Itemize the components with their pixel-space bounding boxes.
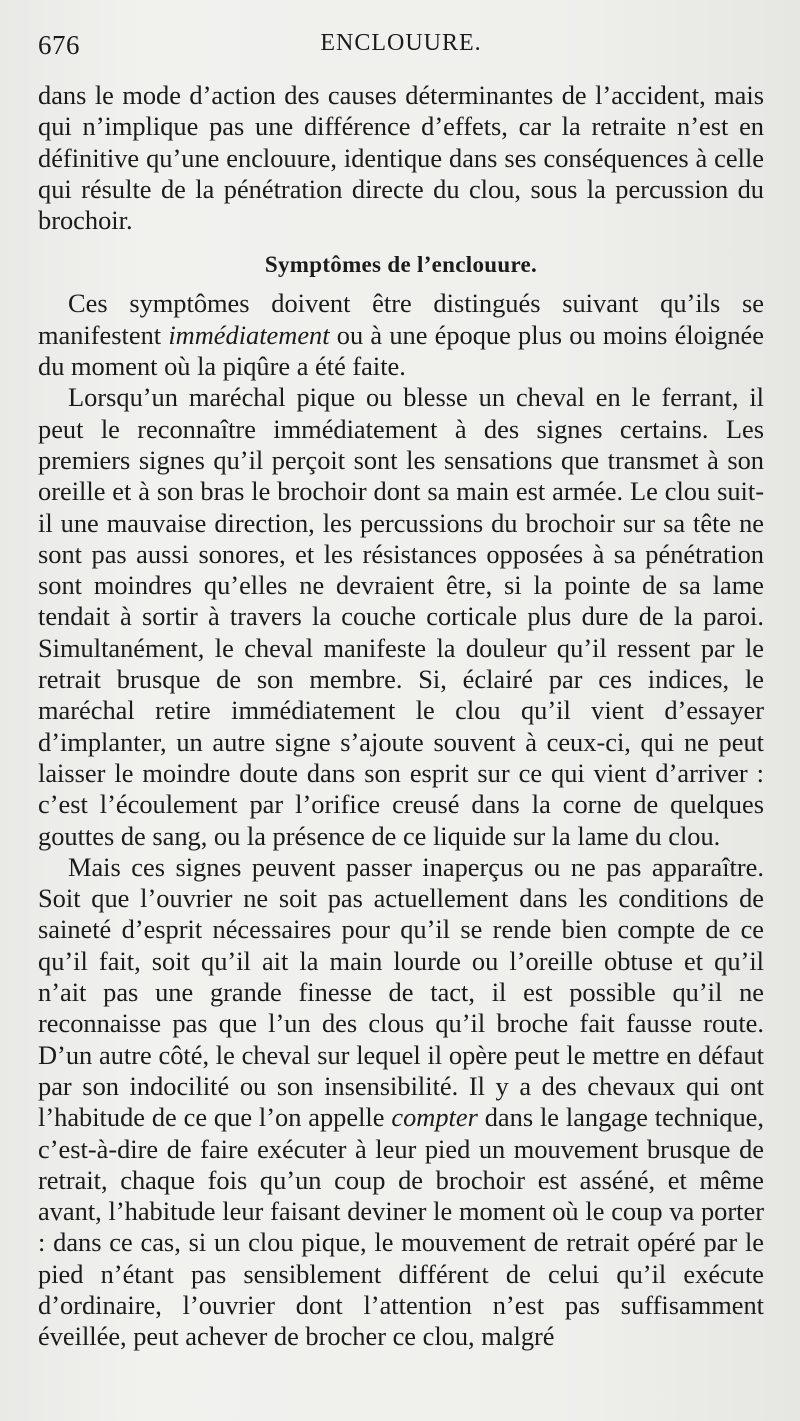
italic-term: compter	[391, 1102, 478, 1133]
paragraph-symptoms-intro	[38, 288, 764, 382]
paragraph-immediate-signs: Lorsqu’un maréchal pique ou blesse un cheval en le ferrant, il peut le reconnaître immédiatement à des signes certains. Les premiers signes qu’il perçoit sont les sensations que transmet à son oreille et à son bras le brochoir dont sa main est armée. Le clou suit-il une mauvaise direction, les percussions du brochoir sur sa tête ne sont pas aussi sonores, et les résistances opposées à sa pénétration sont moindres qu’elles ne devraient être, si la pointe de sa lame tendait à sortir à travers la couche corticale plus dure de la paroi. Simultanément, le cheval manifeste la douleur qu’il ressent par le retrait brusque de son membre. Si, éclairé par ces indices, le maréchal retire immédiatement le clou qu’il vient d’essayer d’implanter, un autre signe s’ajoute souvent à ceux-ci, qui ne peut laisser le moindre doute dans son esprit sur ce qui vient d’arriver : c’est l’écoulement par l’orifice creusé dans la corne de quelques gouttes de sang, ou la présence de ce liquide sur la lame du clou.	[38, 382, 764, 851]
text-segment: Mais ces signes peuvent passer inaperçus ou ne pas apparaître. Soit que l’ouvrier ne soit pas actuellement dans les conditions de saineté d’esprit nécessaires pour qu’il se rende bien compte de ce qu’il fait, soit qu’il ait la main lourde ou l’oreille obtuse et qu’il n’ait pas une grande finesse de tact, il est possible qu’il ne reconnaisse pas que l’un des clous qu’il broche fait fausse route. D’un autre côté, le cheval sur lequel il opère peut le mettre en défaut par son indocilité ou son insensibilité. Il y a des chevaux qui ont l’habitude de ce que l’on appelle	[38, 851, 764, 1133]
page-header	[38, 30, 764, 72]
body-text	[38, 80, 764, 1353]
text-segment: ou à une époque plus ou moins éloignée du moment où la piqûre a été faite.	[38, 319, 764, 382]
running-title: ENCLOUURE.	[320, 30, 482, 56]
paragraph-continuation: dans le mode d’action des causes déterminantes de l’accident, mais qui n’implique pas une différence d’effets, car la retraite n’est en définitive qu’une enclouure, identique dans ses conséquences à celle qui résulte de la pénétration directe du clou, sous la percussion du brochoir.	[38, 80, 764, 236]
paragraph-unnoticed-signs	[38, 852, 764, 1353]
page-number: 676	[38, 30, 80, 60]
section-heading: Symptômes de l’enclouure.	[264, 252, 538, 278]
text-segment: dans le langage technique, c’est-à-dire de faire exécuter à leur pied un mouvement brusque de retrait, chaque fois qu’un coup de brochoir est asséné, et même avant, l’habitude leur faisant deviner le moment où le coup va porter : dans ce cas, si un clou pique, le mouvement de retrait opéré par le pied n’étant pas sensiblement différent de celui qu’il exécute d’ordinaire, l’ouvrier dont l’attention n’est pas suffisamment éveillée, peut achever de brocher ce clou, malgré	[38, 1102, 764, 1352]
text-segment: Ces symptômes doivent être distingués suivant qu’ils se manifestent	[38, 288, 764, 350]
italic-term: immédiatement	[168, 319, 330, 350]
